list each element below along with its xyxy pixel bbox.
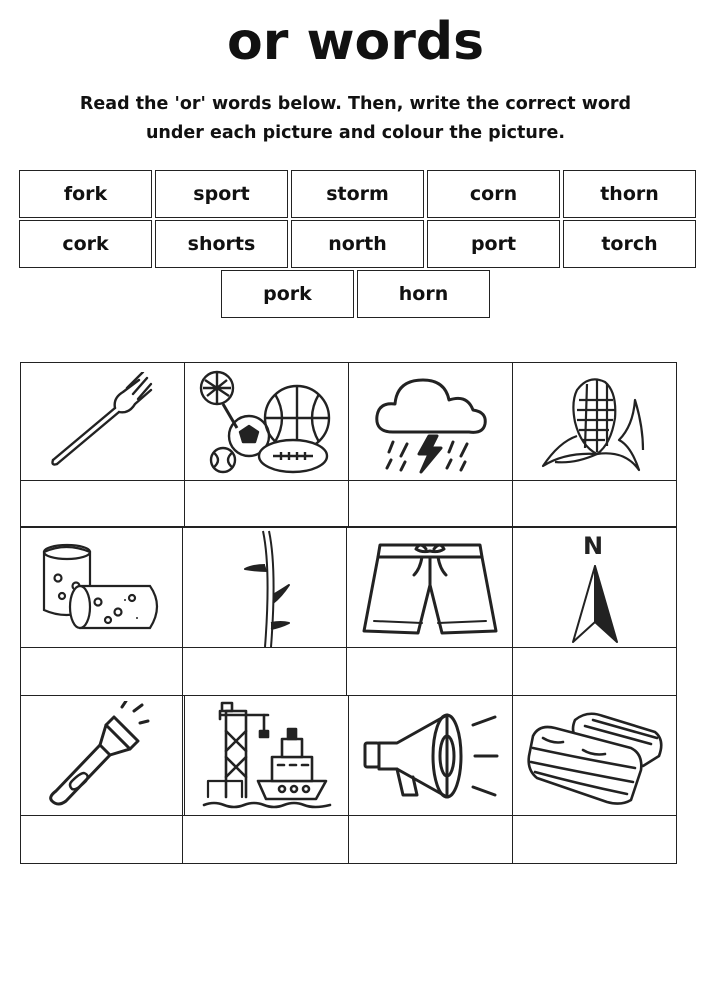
- answer-box-7[interactable]: [346, 647, 513, 696]
- answer-box-10[interactable]: [182, 815, 349, 864]
- cork-icon: [32, 538, 172, 638]
- instructions-line-1: Read the 'or' words below. Then, write the correct word: [79, 94, 632, 114]
- picture-cell-10: [184, 695, 349, 816]
- word-box-pork: pork: [221, 270, 354, 318]
- storm-cloud-icon: [371, 370, 491, 474]
- word-box-north: north: [291, 220, 424, 268]
- word-box-sport: sport: [155, 170, 288, 218]
- answer-box-6[interactable]: [182, 647, 347, 696]
- picture-cell-3: [348, 362, 513, 481]
- pork-meat-icon: [523, 706, 667, 806]
- answer-box-4[interactable]: [512, 480, 677, 527]
- corn-icon: [535, 370, 655, 474]
- answer-box-5[interactable]: [20, 647, 183, 696]
- word-box-storm: storm: [291, 170, 424, 218]
- answer-box-2[interactable]: [184, 480, 349, 527]
- picture-cell-6: [182, 527, 347, 648]
- picture-cell-7: [346, 527, 513, 648]
- word-box-horn: horn: [357, 270, 490, 318]
- picture-cell-2: [184, 362, 349, 481]
- answer-box-8[interactable]: [512, 647, 677, 696]
- word-box-corn: corn: [427, 170, 560, 218]
- picture-cell-5: [20, 527, 183, 648]
- picture-cell-4: [512, 362, 677, 481]
- picture-cell-12: [512, 695, 677, 816]
- picture-cell-1: [20, 362, 185, 481]
- word-box-port: port: [427, 220, 560, 268]
- page-title: or words: [226, 12, 485, 72]
- picture-cell-11: [348, 695, 513, 816]
- answer-box-12[interactable]: [512, 815, 677, 864]
- word-box-fork: fork: [19, 170, 152, 218]
- shorts-icon: [360, 535, 500, 641]
- word-box-shorts: shorts: [155, 220, 288, 268]
- instructions-line-2: under each picture and colour the picture.: [145, 123, 566, 143]
- port-ship-icon: [202, 701, 332, 811]
- compass-north-icon: [555, 530, 635, 646]
- megaphone-horn-icon: [361, 703, 501, 809]
- answer-box-1[interactable]: [20, 480, 185, 527]
- sports-balls-icon: [197, 368, 337, 476]
- answer-box-11[interactable]: [348, 815, 513, 864]
- thorn-stem-icon: [225, 529, 305, 647]
- picture-cell-9: [20, 695, 183, 816]
- answer-box-9[interactable]: [20, 815, 183, 864]
- answer-box-3[interactable]: [348, 480, 513, 527]
- compass-letter: N: [582, 531, 603, 560]
- picture-cell-8: [512, 527, 677, 648]
- word-box-cork: cork: [19, 220, 152, 268]
- word-box-thorn: thorn: [563, 170, 696, 218]
- word-box-torch: torch: [563, 220, 696, 268]
- instructions: [40, 90, 671, 148]
- fork-icon: [43, 372, 163, 472]
- torch-icon: [42, 701, 162, 811]
